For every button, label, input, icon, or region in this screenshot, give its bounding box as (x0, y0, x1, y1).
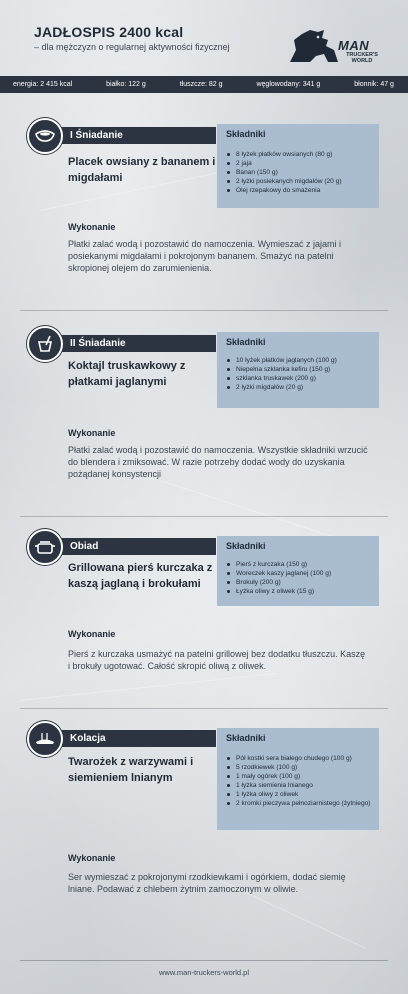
ingredient-item: 1 mały ogórek (100 g) (227, 772, 377, 781)
preparation-text: Płatki zalać wodą i pozostawić do namoczenia. Wymieszać z jajami i posiekanymi migdałami i pokrojonym bananem. Smażyć na patelni skropionej olejem do zarumienienia. (68, 239, 342, 273)
meal-title-bar (60, 538, 216, 555)
page-title: JADŁOSPIS 2400 kcal (34, 24, 184, 40)
preparation-heading: Wykonanie (68, 428, 116, 438)
section-divider (20, 310, 388, 311)
meal-title-bar (60, 127, 216, 144)
preparation-text: Płatki zalać wodą i pozostawić do namoczenia. Wszystkie składniki wrzucić do blendera i zmiksować. W razie potrzeby dodać wody do uzyskania pożądanej konsystencji (68, 445, 368, 479)
ingredient-item: 8 łyżek płatków owsianych (80 g) (227, 150, 342, 159)
ingredients-box (217, 124, 379, 208)
dish-name: Grillowana pierś kurczaka z kaszą jaglaną i brokułami (68, 562, 213, 590)
meal-name: II Śniadanie (70, 338, 126, 349)
ingredients-list (227, 150, 342, 195)
meal-section-dinner (0, 728, 408, 918)
nutrition-fat: tłuszcze: 82 g (179, 81, 223, 88)
ingredient-item: 1 łyżka oliwy z oliwek (227, 790, 377, 799)
ingredient-item: Niepełna szklanka kefiru (150 g) (227, 365, 337, 374)
nutrition-summary-bar (0, 76, 408, 93)
meal-title-bar (60, 335, 216, 352)
meal-name: Kolacja (70, 733, 106, 744)
page-subtitle: – dla mężczyzn o regularnej aktywności fizycznej (34, 42, 230, 52)
preparation-heading: Wykonanie (68, 222, 116, 232)
ingredient-item: Łyżka oliwy z oliwek (15 g) (227, 587, 331, 596)
nutrition-energy: energia: 2 415 kcal (13, 81, 73, 88)
ingredient-item: Pół kostki sera białego chudego (100 g) (227, 754, 377, 763)
logo-text-sub: TRUCKER'S WORLD (346, 52, 378, 64)
ingredients-heading: Składniki (226, 337, 266, 347)
meal-title-bar (60, 730, 216, 747)
ingredients-heading: Składniki (226, 129, 266, 139)
meal-name: I Śniadanie (70, 130, 123, 141)
dish-name: Koktajl truskawkowy z płatkami jaglanymi (68, 360, 186, 388)
brand-logo (288, 28, 384, 68)
ingredients-list (227, 356, 337, 392)
ingredient-item: 10 łyżek płatków jaglanych (100 g) (227, 356, 337, 365)
nutrition-protein: białko: 122 g (106, 81, 146, 88)
ingredient-item: 1 łyżka siemienia lnianego (227, 781, 377, 790)
section-divider (20, 708, 388, 709)
pot-icon (27, 529, 63, 565)
section-divider (20, 516, 388, 517)
ingredients-heading: Składniki (226, 733, 266, 743)
ingredient-item: 5 rzodkiewek (100 g) (227, 763, 377, 772)
ingredients-box (217, 332, 379, 408)
ingredients-box (217, 728, 379, 830)
ingredient-item: 2 łyżki migdałów (20 g) (227, 383, 337, 392)
ingredient-item: Olej rzepakowy do smażenia (227, 186, 342, 195)
ingredient-item: Woreczek kaszy jaglanej (100 g) (227, 569, 331, 578)
ingredient-item: Banan (150 g) (227, 168, 342, 177)
ingredient-item: Pierś z kurczaka (150 g) (227, 560, 331, 569)
cup-with-straw-icon (27, 326, 63, 362)
nutrition-carbs: węglowodany: 341 g (256, 81, 321, 88)
ingredients-box (217, 536, 379, 606)
dish-name: Twarożek z warzywami i siemieniem lnianym (68, 756, 194, 784)
preparation-text: Pierś z kurczaka usmażyć na patelni grillowej bez dodatku tłuszczu. Kaszę i brokuły ugotować. Całość skropić oliwą z oliwek. (68, 649, 366, 671)
page-header (0, 0, 408, 84)
ingredient-item: 2 kromki pieczywa pełnoziarnistego (żytniego) (227, 799, 377, 808)
ingredients-heading: Składniki (226, 541, 266, 551)
preparation-heading: Wykonanie (68, 853, 116, 863)
meal-section-lunch (0, 536, 408, 696)
meal-name: Obiad (70, 541, 99, 552)
footer-divider (20, 960, 388, 961)
ingredient-item: Brokuły (200 g) (227, 578, 331, 587)
dish-name: Placek owsiany z bananem i migdałami (68, 156, 216, 184)
bowl-icon (27, 118, 63, 154)
meal-section-second-breakfast (0, 332, 408, 502)
ingredient-item: 2 jaja (227, 159, 342, 168)
logo-text-main: MAN (338, 38, 370, 53)
nutrition-fiber: błonnik: 47 g (354, 81, 394, 88)
ingredients-list (227, 560, 331, 596)
ingredients-list (227, 754, 377, 808)
lion-icon (288, 28, 340, 66)
meal-section-breakfast (0, 124, 408, 294)
plate-with-cutlery-icon (27, 721, 63, 757)
ingredient-item: 2 łyżki posiekanych migdałów (20 g) (227, 177, 342, 186)
preparation-heading: Wykonanie (68, 629, 116, 639)
footer-url[interactable]: www.man-truckers-world.pl (158, 968, 250, 977)
ingredient-item: szklanka truskawek (200 g) (227, 374, 337, 383)
preparation-text: Ser wymieszać z pokrojonymi rzodkiewkami i ogórkiem, dodać siemię lniane. Podawać z chlebem żytnim zamoczonym w oliwie. (68, 872, 346, 894)
